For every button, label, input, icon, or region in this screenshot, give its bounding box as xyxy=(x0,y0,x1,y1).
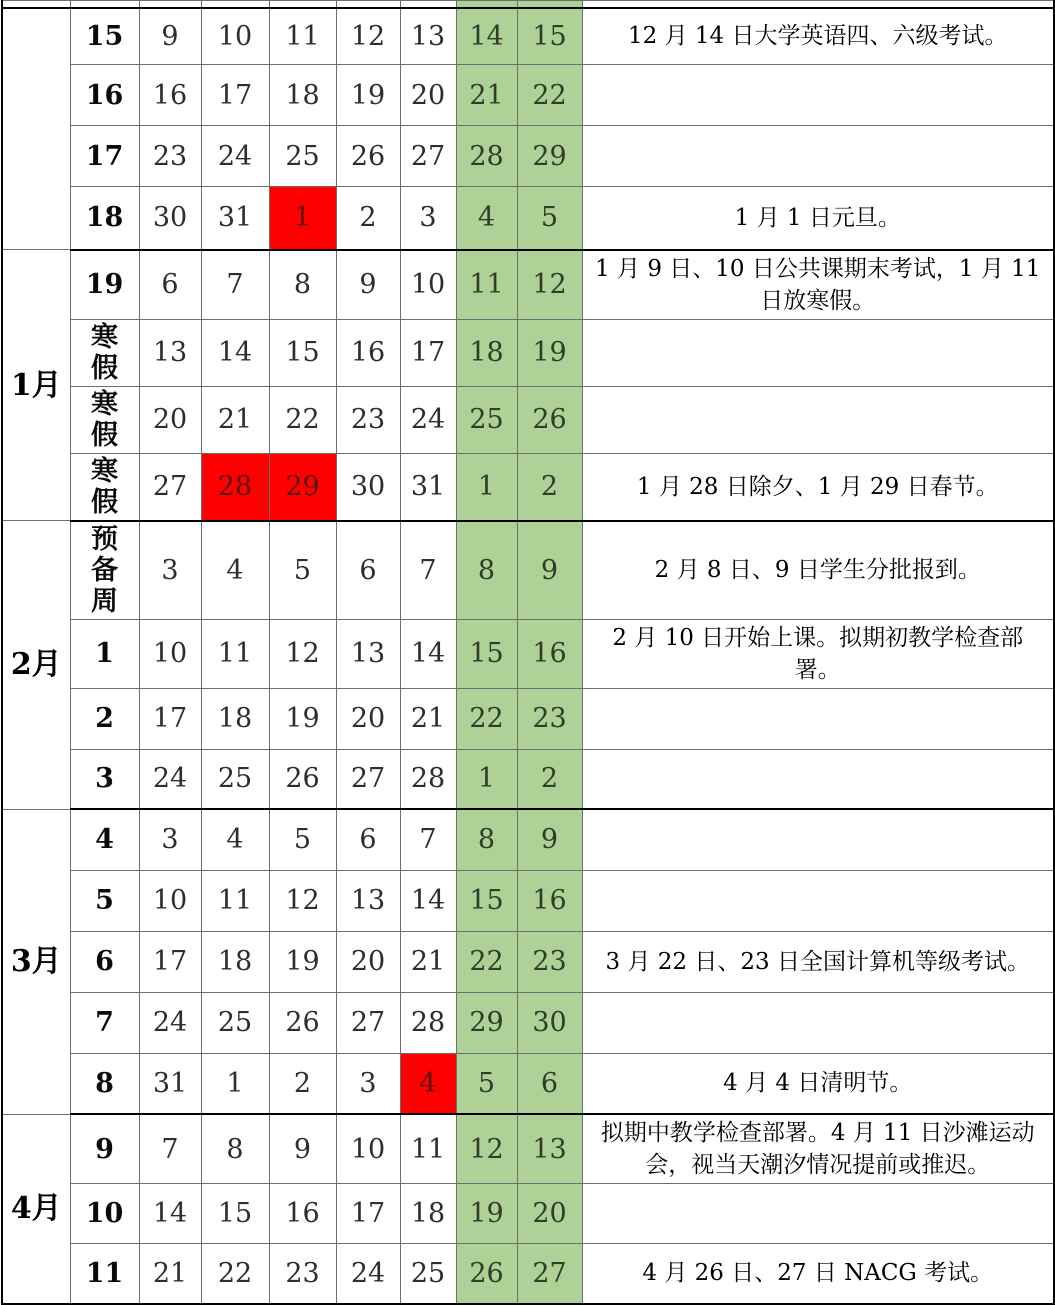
day-cell: 23 xyxy=(269,1244,336,1304)
note-cell xyxy=(582,65,1054,126)
month-cell: 3月 xyxy=(2,809,70,1114)
saturday-cell: 22 xyxy=(456,931,517,992)
note-cell: 4 月 4 日清明节。 xyxy=(582,1053,1054,1114)
day-cell: 27 xyxy=(336,749,400,809)
calendar-row xyxy=(2,65,1054,126)
day-cell: 1 xyxy=(201,1053,269,1114)
note-cell: 12 月 14 日大学英语四、六级考试。 xyxy=(582,8,1054,65)
note-cell: 2 月 10 日开始上课。拟期初教学检查部署。 xyxy=(582,619,1054,688)
day-cell: 16 xyxy=(269,1184,336,1244)
day-cell: 13 xyxy=(336,870,400,931)
day-cell: 17 xyxy=(139,688,201,749)
day-cell: 6 xyxy=(336,809,400,870)
note-cell xyxy=(582,749,1054,809)
sunday-cell: 20 xyxy=(517,1184,582,1244)
day-cell: 30 xyxy=(139,187,201,250)
note-cell: 2 月 8 日、9 日学生分批报到。 xyxy=(582,521,1054,620)
week-number-cell: 寒假 xyxy=(70,453,139,521)
calendar-row xyxy=(2,386,1054,453)
week-number-cell: 15 xyxy=(70,8,139,65)
calendar-row xyxy=(2,250,1054,320)
sunday-cell: 23 xyxy=(517,688,582,749)
note-cell xyxy=(582,1184,1054,1244)
note-cell xyxy=(582,870,1054,931)
month-cell xyxy=(2,8,70,250)
day-cell: 21 xyxy=(201,386,269,453)
calendar-row xyxy=(2,1114,1054,1184)
sunday-cell: 29 xyxy=(517,126,582,187)
month-cell: 1月 xyxy=(2,250,70,521)
holiday-day-cell: 28 xyxy=(201,453,269,521)
day-cell: 12 xyxy=(269,870,336,931)
sunday-cell: 2 xyxy=(517,453,582,521)
week-number-cell: 1 xyxy=(70,619,139,688)
day-cell: 3 xyxy=(139,809,201,870)
saturday-cell: 4 xyxy=(456,187,517,250)
day-cell: 12 xyxy=(269,619,336,688)
day-cell: 23 xyxy=(336,386,400,453)
week-number-cell: 3 xyxy=(70,749,139,809)
day-cell: 25 xyxy=(400,1244,456,1304)
calendar-row xyxy=(2,1053,1054,1114)
day-cell: 24 xyxy=(201,126,269,187)
day-cell: 3 xyxy=(400,187,456,250)
holiday-day-cell: 29 xyxy=(269,453,336,521)
day-cell: 19 xyxy=(269,688,336,749)
day-cell: 14 xyxy=(400,619,456,688)
day-cell: 13 xyxy=(139,319,201,386)
saturday-cell: 15 xyxy=(456,619,517,688)
calendar-row xyxy=(2,688,1054,749)
day-cell: 11 xyxy=(269,8,336,65)
week-number-cell: 4 xyxy=(70,809,139,870)
day-cell: 10 xyxy=(400,250,456,320)
calendar-row xyxy=(2,749,1054,809)
day-cell: 24 xyxy=(400,386,456,453)
day-cell: 31 xyxy=(139,1053,201,1114)
day-cell: 16 xyxy=(139,65,201,126)
calendar-row xyxy=(2,809,1054,870)
day-cell: 6 xyxy=(139,250,201,320)
day-cell: 19 xyxy=(336,65,400,126)
day-cell: 21 xyxy=(139,1244,201,1304)
week-number-cell: 11 xyxy=(70,1244,139,1304)
week-number-cell: 18 xyxy=(70,187,139,250)
saturday-cell: 1 xyxy=(456,749,517,809)
day-cell: 26 xyxy=(336,126,400,187)
day-cell: 3 xyxy=(139,521,201,620)
sunday-cell: 6 xyxy=(517,1053,582,1114)
day-cell: 2 xyxy=(336,187,400,250)
note-cell: 1 月 28 日除夕、1 月 29 日春节。 xyxy=(582,453,1054,521)
cutoff-note-cell xyxy=(582,1,1054,8)
saturday-cell: 21 xyxy=(456,65,517,126)
cutoff-week-cell xyxy=(70,1,139,8)
day-cell: 7 xyxy=(201,250,269,320)
cutoff-day-cell xyxy=(400,1,456,8)
sunday-cell: 16 xyxy=(517,870,582,931)
day-cell: 27 xyxy=(400,126,456,187)
week-number-cell: 19 xyxy=(70,250,139,320)
day-cell: 4 xyxy=(201,809,269,870)
day-cell: 18 xyxy=(201,931,269,992)
sunday-cell: 16 xyxy=(517,619,582,688)
day-cell: 15 xyxy=(201,1184,269,1244)
day-cell: 25 xyxy=(269,126,336,187)
day-cell: 4 xyxy=(201,521,269,620)
day-cell: 30 xyxy=(336,453,400,521)
day-cell: 14 xyxy=(400,870,456,931)
saturday-cell: 26 xyxy=(456,1244,517,1304)
day-cell: 27 xyxy=(336,992,400,1053)
day-cell: 27 xyxy=(139,453,201,521)
saturday-cell: 22 xyxy=(456,688,517,749)
day-cell: 31 xyxy=(201,187,269,250)
day-cell: 12 xyxy=(336,8,400,65)
week-number-cell: 16 xyxy=(70,65,139,126)
note-cell xyxy=(582,992,1054,1053)
day-cell: 11 xyxy=(201,619,269,688)
holiday-day-cell: 1 xyxy=(269,187,336,250)
day-cell: 20 xyxy=(336,688,400,749)
day-cell: 16 xyxy=(336,319,400,386)
saturday-cell: 1 xyxy=(456,453,517,521)
saturday-cell: 28 xyxy=(456,126,517,187)
calendar-row xyxy=(2,931,1054,992)
note-cell xyxy=(582,688,1054,749)
note-cell xyxy=(582,126,1054,187)
week-number-cell: 8 xyxy=(70,1053,139,1114)
day-cell: 18 xyxy=(269,65,336,126)
sunday-cell: 5 xyxy=(517,187,582,250)
day-cell: 14 xyxy=(201,319,269,386)
day-cell: 28 xyxy=(400,992,456,1053)
day-cell: 17 xyxy=(139,931,201,992)
cutoff-month-cell xyxy=(2,1,70,8)
day-cell: 10 xyxy=(336,1114,400,1184)
week-number-cell: 5 xyxy=(70,870,139,931)
sunday-cell: 22 xyxy=(517,65,582,126)
saturday-cell: 29 xyxy=(456,992,517,1053)
holiday-day-cell: 4 xyxy=(400,1053,456,1114)
saturday-cell: 18 xyxy=(456,319,517,386)
cutoff-day-cell xyxy=(336,1,400,8)
week-number-cell: 9 xyxy=(70,1114,139,1184)
day-cell: 2 xyxy=(269,1053,336,1114)
calendar-row xyxy=(2,992,1054,1053)
day-cell: 10 xyxy=(139,870,201,931)
day-cell: 11 xyxy=(400,1114,456,1184)
day-cell: 20 xyxy=(139,386,201,453)
day-cell: 10 xyxy=(201,8,269,65)
calendar-row xyxy=(2,8,1054,65)
day-cell: 20 xyxy=(336,931,400,992)
cutoff-day-cell xyxy=(201,1,269,8)
week-number-cell: 17 xyxy=(70,126,139,187)
day-cell: 9 xyxy=(336,250,400,320)
day-cell: 20 xyxy=(400,65,456,126)
sunday-cell: 2 xyxy=(517,749,582,809)
saturday-cell: 15 xyxy=(456,870,517,931)
week-number-cell: 2 xyxy=(70,688,139,749)
day-cell: 18 xyxy=(400,1184,456,1244)
day-cell: 5 xyxy=(269,521,336,620)
saturday-cell: 11 xyxy=(456,250,517,320)
day-cell: 22 xyxy=(201,1244,269,1304)
sunday-cell: 15 xyxy=(517,8,582,65)
day-cell: 8 xyxy=(201,1114,269,1184)
day-cell: 7 xyxy=(400,809,456,870)
week-number-cell: 6 xyxy=(70,931,139,992)
day-cell: 7 xyxy=(139,1114,201,1184)
note-cell: 1 月 1 日元旦。 xyxy=(582,187,1054,250)
sunday-cell: 9 xyxy=(517,809,582,870)
note-cell: 拟期中教学检查部署。4 月 11 日沙滩运动会，视当天潮汐情况提前或推迟。 xyxy=(582,1114,1054,1184)
day-cell: 7 xyxy=(400,521,456,620)
day-cell: 25 xyxy=(201,992,269,1053)
week-number-cell: 寒假 xyxy=(70,319,139,386)
sunday-cell: 12 xyxy=(517,250,582,320)
calendar-row xyxy=(2,187,1054,250)
day-cell: 23 xyxy=(139,126,201,187)
sunday-cell: 13 xyxy=(517,1114,582,1184)
day-cell: 21 xyxy=(400,931,456,992)
day-cell: 18 xyxy=(201,688,269,749)
day-cell: 21 xyxy=(400,688,456,749)
saturday-cell: 19 xyxy=(456,1184,517,1244)
sunday-cell: 19 xyxy=(517,319,582,386)
academic-calendar-table xyxy=(1,0,1055,1305)
day-cell: 13 xyxy=(400,8,456,65)
note-cell xyxy=(582,319,1054,386)
day-cell: 9 xyxy=(139,8,201,65)
sunday-cell: 23 xyxy=(517,931,582,992)
calendar-row xyxy=(2,319,1054,386)
sunday-cell: 27 xyxy=(517,1244,582,1304)
week-number-cell: 寒假 xyxy=(70,386,139,453)
day-cell: 10 xyxy=(139,619,201,688)
day-cell: 28 xyxy=(400,749,456,809)
note-cell: 4 月 26 日、27 日 NACG 考试。 xyxy=(582,1244,1054,1304)
note-cell: 1 月 9 日、10 日公共课期末考试，1 月 11 日放寒假。 xyxy=(582,250,1054,320)
note-cell xyxy=(582,809,1054,870)
calendar-row xyxy=(2,521,1054,620)
cutoff-saturday-cell xyxy=(456,1,517,8)
calendar-row xyxy=(2,126,1054,187)
day-cell: 6 xyxy=(336,521,400,620)
saturday-cell: 5 xyxy=(456,1053,517,1114)
month-cell: 2月 xyxy=(2,521,70,810)
saturday-cell: 25 xyxy=(456,386,517,453)
day-cell: 13 xyxy=(336,619,400,688)
day-cell: 26 xyxy=(269,749,336,809)
week-number-cell: 预备周 xyxy=(70,521,139,620)
day-cell: 3 xyxy=(336,1053,400,1114)
saturday-cell: 8 xyxy=(456,521,517,620)
day-cell: 25 xyxy=(201,749,269,809)
day-cell: 31 xyxy=(400,453,456,521)
note-cell: 3 月 22 日、23 日全国计算机等级考试。 xyxy=(582,931,1054,992)
saturday-cell: 14 xyxy=(456,8,517,65)
calendar-row xyxy=(2,1244,1054,1304)
day-cell: 17 xyxy=(201,65,269,126)
day-cell: 24 xyxy=(336,1244,400,1304)
day-cell: 17 xyxy=(336,1184,400,1244)
saturday-cell: 8 xyxy=(456,809,517,870)
cutoff-day-cell xyxy=(269,1,336,8)
week-number-cell: 10 xyxy=(70,1184,139,1244)
sunday-cell: 26 xyxy=(517,386,582,453)
sunday-cell: 9 xyxy=(517,521,582,620)
day-cell: 8 xyxy=(269,250,336,320)
day-cell: 9 xyxy=(269,1114,336,1184)
cutoff-sunday-cell xyxy=(517,1,582,8)
note-cell xyxy=(582,386,1054,453)
day-cell: 14 xyxy=(139,1184,201,1244)
sunday-cell: 30 xyxy=(517,992,582,1053)
day-cell: 24 xyxy=(139,992,201,1053)
day-cell: 22 xyxy=(269,386,336,453)
saturday-cell: 12 xyxy=(456,1114,517,1184)
day-cell: 26 xyxy=(269,992,336,1053)
day-cell: 11 xyxy=(201,870,269,931)
day-cell: 24 xyxy=(139,749,201,809)
day-cell: 5 xyxy=(269,809,336,870)
day-cell: 19 xyxy=(269,931,336,992)
calendar-row xyxy=(2,619,1054,688)
day-cell: 15 xyxy=(269,319,336,386)
calendar-row xyxy=(2,870,1054,931)
cutoff-day-cell xyxy=(139,1,201,8)
day-cell: 17 xyxy=(400,319,456,386)
week-number-cell: 7 xyxy=(70,992,139,1053)
month-cell: 4月 xyxy=(2,1114,70,1304)
calendar-row xyxy=(2,453,1054,521)
calendar-row xyxy=(2,1184,1054,1244)
